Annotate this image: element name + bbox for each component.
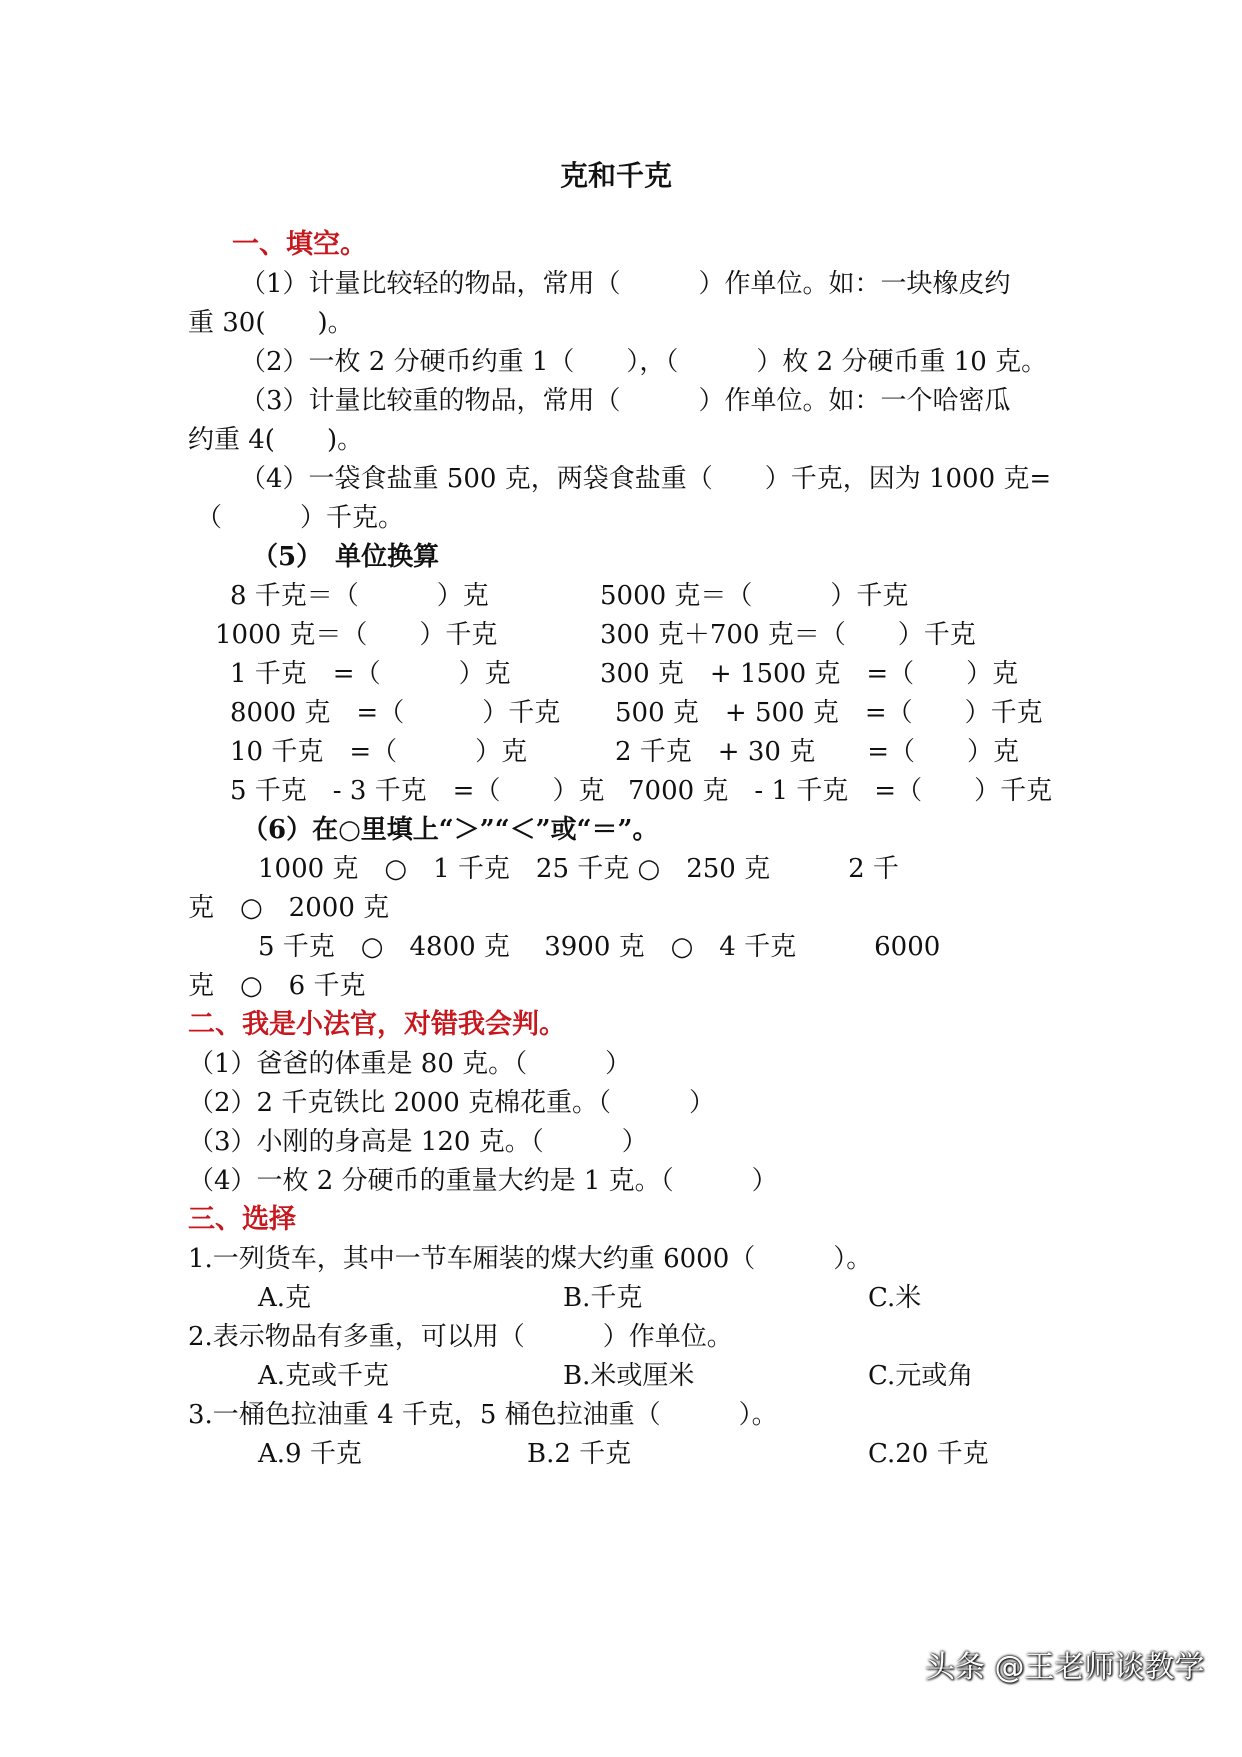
choice-question: 3.一桶色拉油重 4 千克，5 桶色拉油重（ ）。 (188, 1400, 778, 1430)
question-6-title: （6）在○里填上“＞”“＜”或“＝”。 (242, 815, 659, 845)
choice-option-b: B.千克 (563, 1283, 643, 1313)
choice-option-b: B.2 千克 (527, 1439, 632, 1469)
judge-item: （3）小刚的身高是 120 克。（ ） (188, 1127, 648, 1157)
page-title: 克和千克 (560, 159, 673, 192)
question-4-line2: （ ）千克。 (196, 503, 405, 533)
conversion-right: 300 克 + 1500 克 =（ ）克 (600, 659, 1019, 689)
question-1-line2: 重 30( )。 (188, 308, 354, 338)
question-5-title: （5） 单位换算 (252, 542, 440, 572)
conversion-right: 2 千克 + 30 克 =（ ）克 (615, 737, 1019, 767)
choice-option-c: C.米 (868, 1283, 922, 1313)
choice-question: 2.表示物品有多重，可以用（ ）作单位。 (188, 1322, 733, 1352)
conversion-left: 10 千克 =（ ）克 (230, 737, 528, 767)
comparison-line: 5 千克 ○ 4800 克 3900 克 ○ 4 千克 6000 (258, 932, 941, 962)
conversion-left: 8 千克＝（ ）克 (230, 581, 489, 611)
question-2: （2）一枚 2 分硬币约重 1（ ），（ ）枚 2 分硬币重 10 克。 (240, 347, 1048, 377)
choice-option-a: A.克 (258, 1283, 312, 1313)
question-3-line1: （3）计量比较重的物品，常用（ ）作单位。如：一个哈密瓜 (240, 386, 1011, 416)
conversion-right: 7000 克 - 1 千克 =（ ）千克 (628, 776, 1053, 806)
choice-option-a: A.克或千克 (258, 1361, 390, 1391)
section2-heading: 二、我是小法官，对错我会判。 (188, 1009, 566, 1040)
conversion-left: 8000 克 =（ ）千克 (230, 698, 561, 728)
question-1-line1: （1）计量比较轻的物品，常用（ ）作单位。如：一块橡皮约 (240, 269, 1011, 299)
conversion-right: 500 克 + 500 克 =（ ）千克 (615, 698, 1043, 728)
conversion-right: 300 克＋700 克＝（ ）千克 (600, 620, 976, 650)
choice-option-c: C.元或角 (868, 1361, 974, 1391)
choice-question: 1.一列货车，其中一节车厢装的煤大约重 6000（ ）。 (188, 1244, 873, 1274)
conversion-left: 1 千克 =（ ）克 (230, 659, 511, 689)
question-3-line2: 约重 4( )。 (188, 425, 364, 455)
judge-item: （2）2 千克铁比 2000 克棉花重。（ ） (188, 1088, 716, 1118)
watermark: 头条 @王老师谈教学 (925, 1650, 1205, 1685)
conversion-left: 1000 克＝（ ）千克 (215, 620, 498, 650)
section3-heading: 三、选择 (188, 1204, 296, 1235)
comparison-line: 克 ○ 2000 克 (188, 893, 390, 923)
comparison-line: 克 ○ 6 千克 (188, 971, 366, 1001)
choice-option-c: C.20 千克 (868, 1439, 989, 1469)
choice-option-b: B.米或厘米 (563, 1361, 695, 1391)
question-4-line1: （4）一袋食盐重 500 克，两袋食盐重（ ）千克，因为 1000 克= (240, 464, 1052, 494)
judge-item: （1）爸爸的体重是 80 克。（ ） (188, 1049, 632, 1079)
judge-item: （4）一枚 2 分硬币的重量大约是 1 克。（ ） (188, 1166, 778, 1196)
comparison-line: 1000 克 ○ 1 千克 25 千克 ○ 250 克 2 千 (258, 854, 899, 884)
conversion-right: 5000 克＝（ ）千克 (600, 581, 909, 611)
section1-heading: 一、填空。 (232, 229, 367, 260)
conversion-left: 5 千克 - 3 千克 =（ ）克 (230, 776, 605, 806)
choice-option-a: A.9 千克 (258, 1439, 362, 1469)
